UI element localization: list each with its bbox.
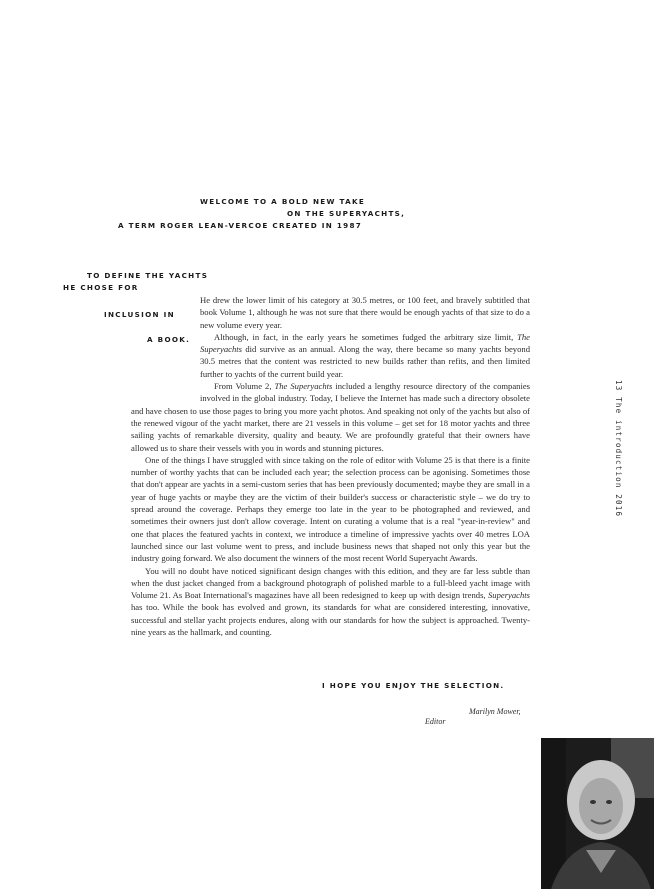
- side-heading-line-3: INCLUSION IN: [104, 310, 175, 319]
- heading-line-2: ON THE SUPERYACHTS,: [287, 209, 406, 218]
- side-heading-line-4: A BOOK.: [147, 335, 191, 344]
- heading-line-1: WELCOME TO A BOLD NEW TAKE: [200, 197, 366, 206]
- paragraph-3: From Volume 2, The Superyachts included a lengthy resource directory of the companies involved in the global industry. Today, I believe the Internet has made such a directory obsolete and have chosen to use those pages to bring you more yacht photos. And speaking not only of the yachts but also of the renewed vigour of the yacht market, there are 21 vessels in this volume – get set for 18 motor yachts and three sailing yachts of remarkable diversity, quality and beauty. We are profoundly grateful that their owners have allowed us to share their vessels with you in words and stunning pictures.: [131, 381, 530, 453]
- paragraph-2: Although, in fact, in the early years he sometimes fudged the arbitrary size limit, The Superyachts did survive as an annual. Along the way, there became so many yachts beyond 30.5 metres that the content was restricted to new builds rather than refits, and then limited further to yachts of the current build year.: [200, 331, 530, 379]
- paragraph-4: One of the things I have struggled with since taking on the role of editor with Volume 25 is that there is a finite number of worthy yachts that can be included each year; the selection process can be agonising. Sometimes those that don't appear are yachts in a semi-custom series that has been previously documented; maybe they are small in a year of huge yachts or maybe they are the victim of their builder's success or characteristic style – we do try to spread around the coverage. Perhaps they emerge too late in the year to be photographed and reviewed, and sometimes their owners just don't allow coverage. Intent on curating a volume that is a real "year-in-review" and one that places the featured yachts in context, we introduce a timeline of impressive yachts over 40 metres LOA launched since our last volume went to press, and include business news that shaped not only this year but the industry going forward. We also document the winners of the most recent World Superyacht Awards.: [131, 454, 530, 564]
- paragraph-5: You will no doubt have noticed significant design changes with this edition, and they are far less subtle than when the dust jacket changed from a background photograph of polished marble to a full-bleed yacht image with Volume 21. As Boat International's magazines have all been redesigned to keep up with design trends, Superyachts has too. While the book has evolved and grown, its standards for what are considered interesting, innovative, successful and stellar yacht projects endures, along with our standards for how the subject is approached. Twenty-nine years as the hallmark, and counting.: [131, 565, 530, 638]
- editor-portrait-photo: [541, 738, 654, 889]
- heading-line-3: A TERM ROGER LEAN-VERCOE CREATED IN 1987: [118, 221, 363, 230]
- signature-role: Editor: [425, 717, 446, 726]
- editor-portrait-icon: [541, 738, 654, 889]
- introduction-body: [131, 294, 530, 638]
- side-heading-line-1: TO DEFINE THE YACHTS: [87, 271, 209, 280]
- side-heading-line-2: HE CHOSE FOR: [63, 283, 139, 292]
- paragraph-1: He drew the lower limit of his category at 30.5 metres, or 100 feet, and bravely subtitled that book Volume 1, although he was not sure that there would be enough yachts of that size to do a new volume every year.: [200, 295, 530, 330]
- signature-name: Marilyn Mower,: [469, 707, 521, 716]
- page-running-label: 13 The introduction 2016: [614, 380, 623, 518]
- closing-line: I HOPE YOU ENJOY THE SELECTION.: [322, 681, 505, 690]
